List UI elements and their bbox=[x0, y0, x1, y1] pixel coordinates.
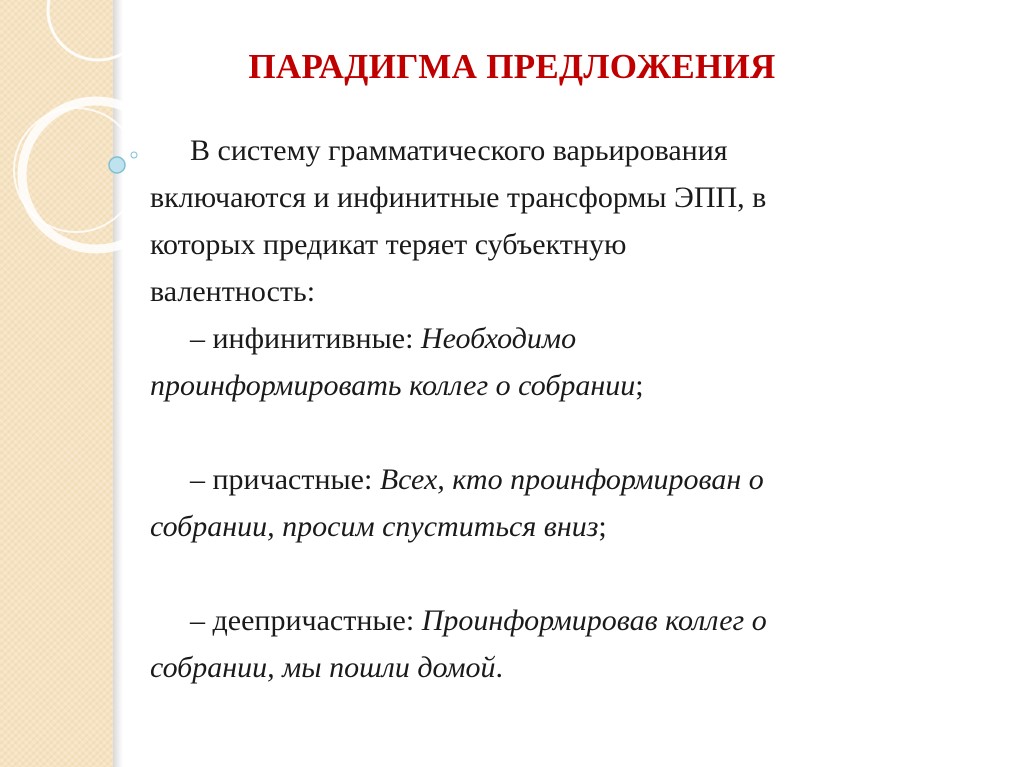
deco-ring-large bbox=[22, 101, 170, 249]
item-end: ; bbox=[598, 510, 607, 543]
item-participle-cont bbox=[150, 503, 990, 550]
item-participle bbox=[150, 456, 990, 503]
item-label: – причастные: bbox=[190, 463, 380, 496]
item-label: – деепричастные: bbox=[190, 604, 422, 637]
slide-body bbox=[150, 127, 990, 691]
item-example: собрании, мы пошли домой bbox=[150, 651, 496, 684]
item-example: собрании, просим спуститься вниз bbox=[150, 510, 599, 543]
deco-dot-blue bbox=[109, 157, 125, 173]
item-example: Проинформировав коллег о bbox=[421, 604, 767, 637]
item-example: проинформировать коллег о собрании bbox=[150, 369, 636, 402]
item-example: Всех, кто проинформирован о bbox=[379, 463, 764, 496]
intro-line-1: В систему грамматического варьирования bbox=[190, 134, 728, 167]
item-adverbial-participle-cont bbox=[150, 644, 990, 691]
slide-title: ПАРАДИГМА ПРЕДЛОЖЕНИЯ bbox=[248, 47, 776, 86]
item-example: Необходимо bbox=[420, 322, 577, 355]
item-label: – инфинитивные: bbox=[190, 322, 421, 355]
intro-line-3: которых предикат теряет субъектную bbox=[150, 228, 627, 261]
item-infinitive bbox=[150, 315, 990, 362]
item-end: ; bbox=[635, 369, 644, 402]
item-adverbial-participle bbox=[150, 597, 990, 644]
item-end: . bbox=[495, 651, 504, 684]
intro-line-2: включаются и инфинитные трансформы ЭПП, в bbox=[150, 181, 767, 214]
intro-line-4: валентность: bbox=[150, 275, 316, 308]
item-infinitive-cont bbox=[150, 362, 990, 409]
